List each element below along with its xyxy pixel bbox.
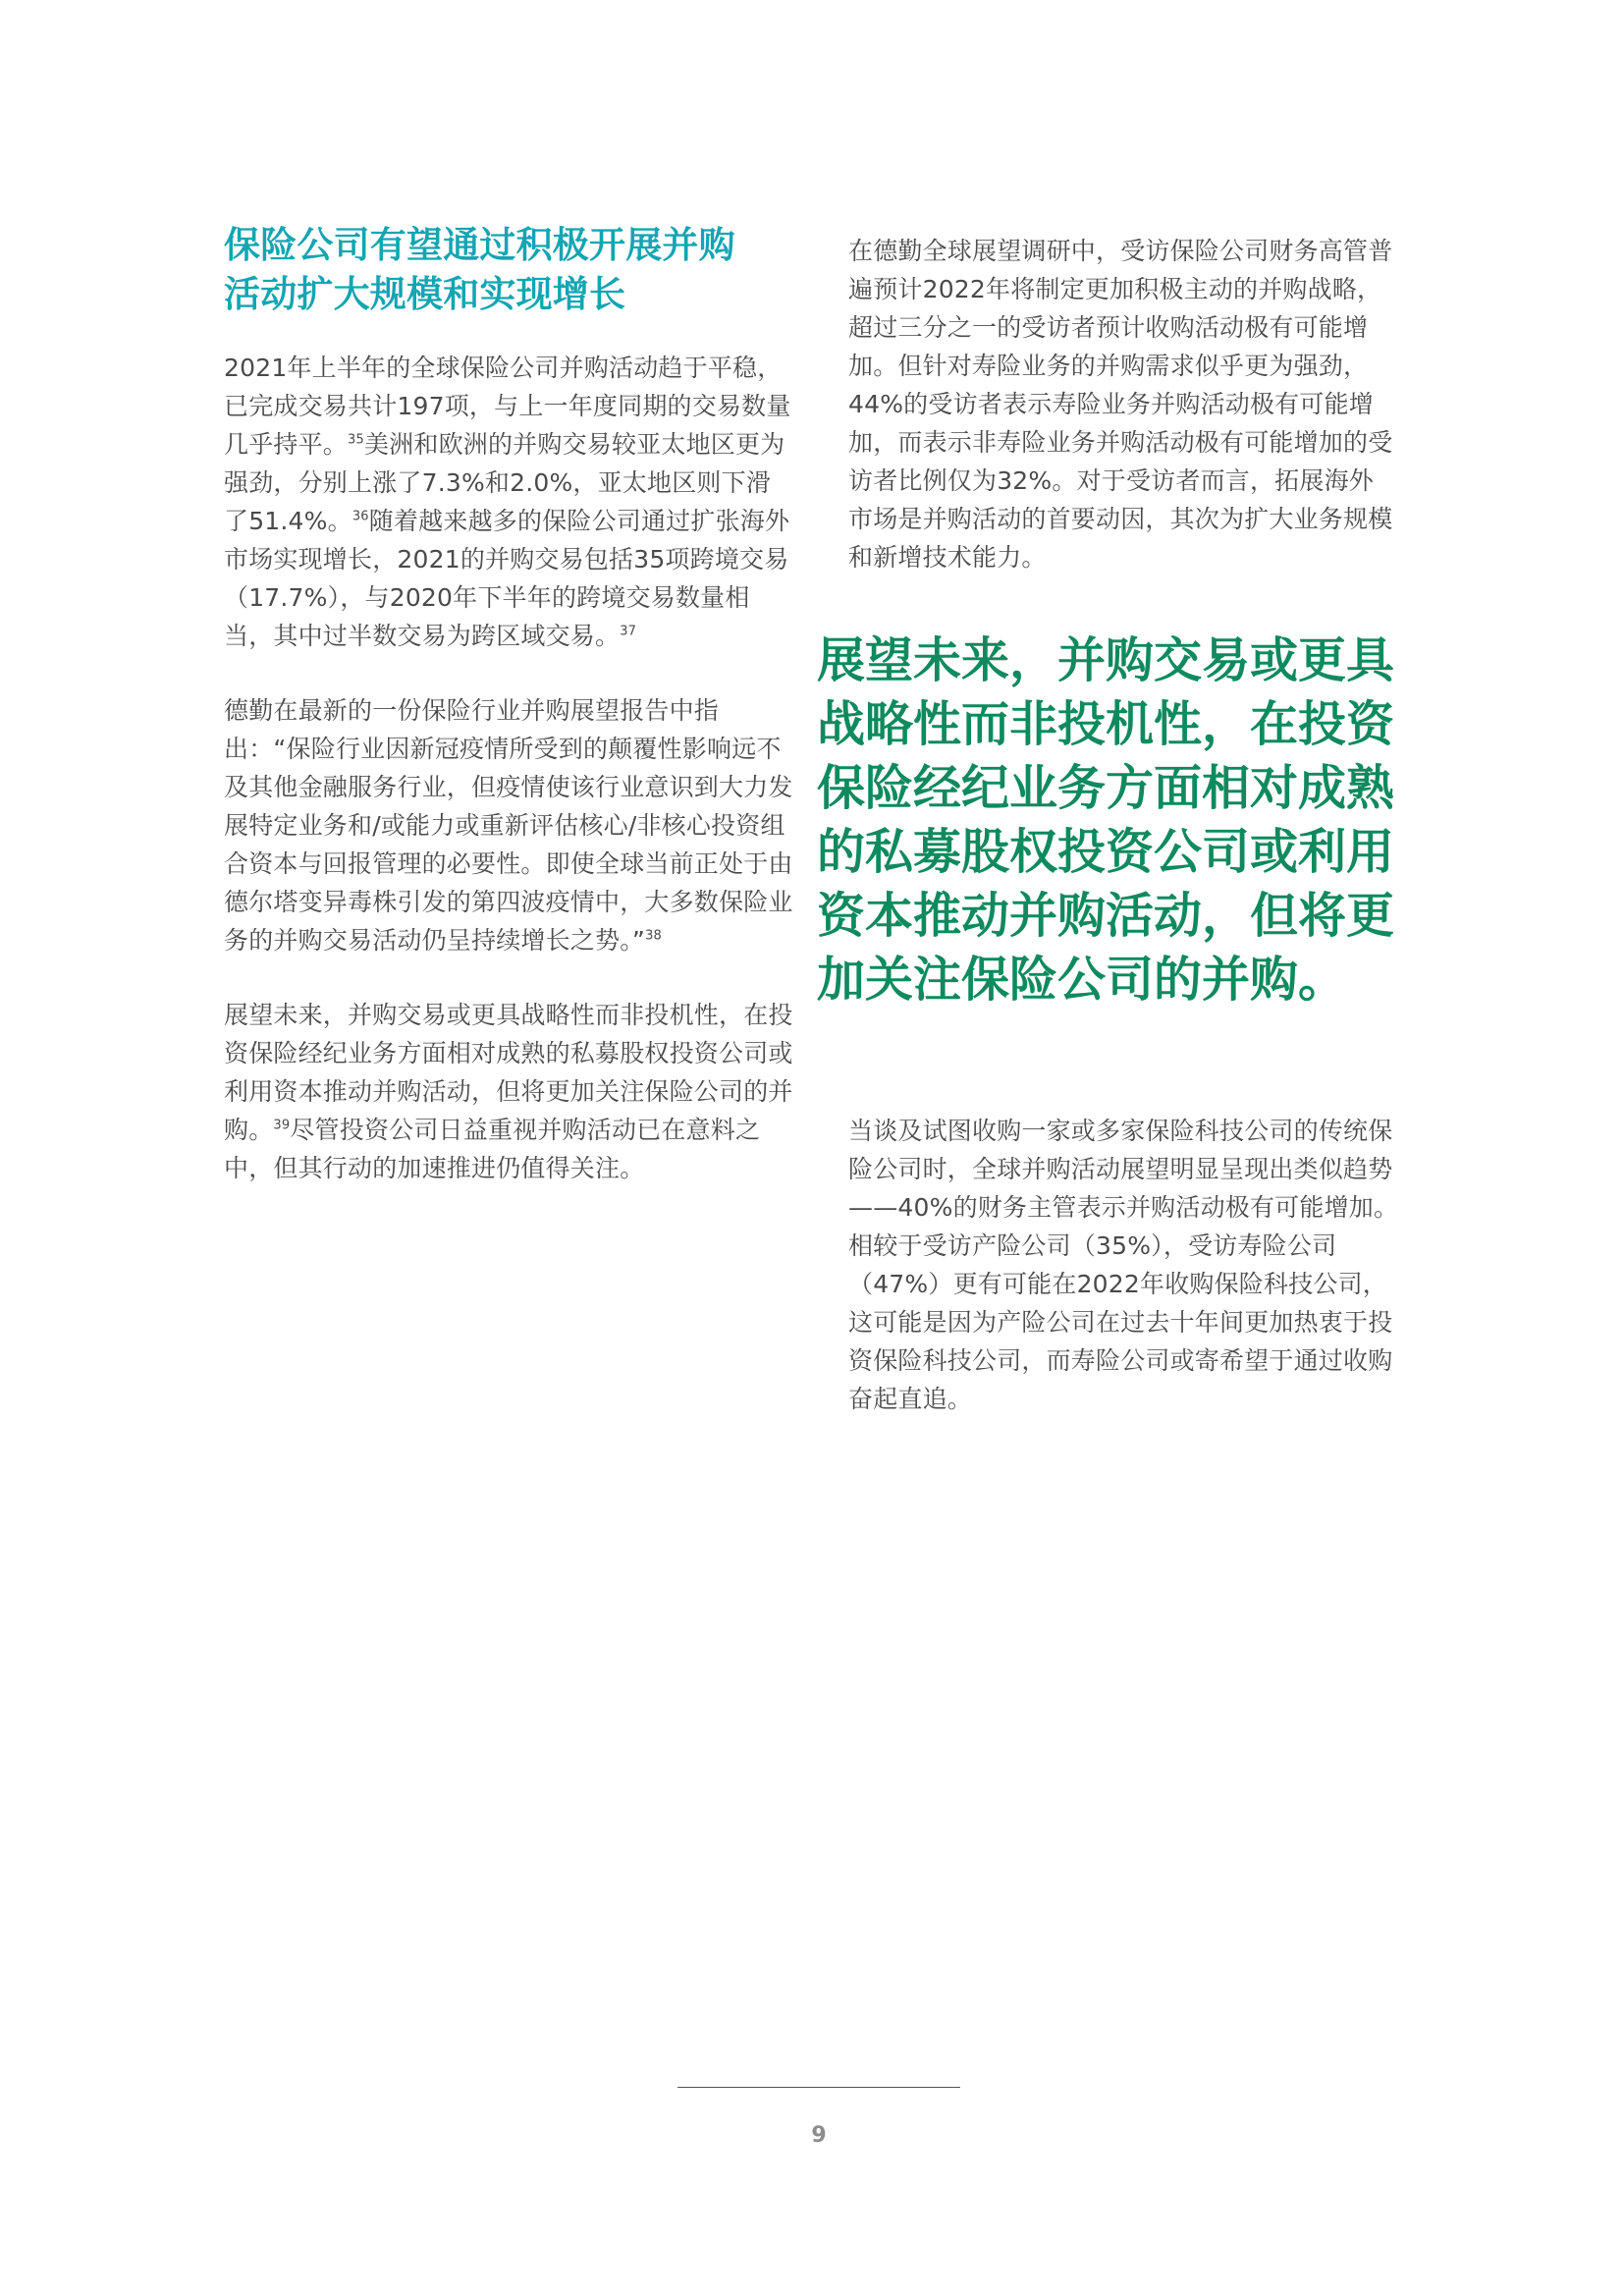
paragraph-text: 2021年上半年的全球保险公司并购活动趋于平稳，已完成交易共计197项，与上一年度同期的交易数量几乎持平。 bbox=[224, 354, 791, 459]
paragraph-outlook bbox=[224, 996, 793, 1187]
paragraph-insurtech: 当谈及试图收购一家或多家保险科技公司的传统保险公司时，全球并购活动展望明显呈现出类似趋势——40%的财务主管表示并购活动极有可能增加。相较于受访产险公司（35%），受访寿险公司（47%）更有可能在2022年收购保险科技公司，这可能是因为产险公司在过去十年间更加热衷于投资保险科技公司，而寿险公司或寄希望于通过收购奋起直追。 bbox=[848, 1117, 1399, 1413]
footnote-ref-39: 39 bbox=[273, 1118, 291, 1133]
paragraph-survey: 在德勤全球展望调研中，受访保险公司财务高管普遍预计2022年将制定更加积极主动的并购战略，超过三分之一的受访者预计收购活动极有可能增加。但针对寿险业务的并购需求似乎更为强劲，44%的受访者表示寿险业务并购活动极有可能增加，而表示非寿险业务并购活动极有可能增加的受访者比例仅为32%。对于受访者而言，拓展海外市场是并购活动的首要动因，其次为扩大业务规模和新增技术能力。 bbox=[848, 237, 1393, 572]
footnote-ref-38: 38 bbox=[645, 928, 663, 944]
footer-divider bbox=[677, 2087, 960, 2088]
right-column-bottom bbox=[848, 1112, 1408, 1418]
right-column-top bbox=[848, 232, 1398, 576]
section-heading-line-2: 活动扩大规模和实现增长 bbox=[224, 273, 626, 315]
paragraph-text: 尽管投资公司日益重视并购活动已在意料之中，但其行动的加速推进仍值得关注。 bbox=[224, 1116, 761, 1182]
page-number: 9 bbox=[811, 2123, 827, 2148]
section-heading-line-1: 保险公司有望通过积极开展并购 bbox=[224, 224, 735, 266]
footnote-ref-37: 37 bbox=[620, 624, 637, 639]
paragraph-ma-activity bbox=[224, 349, 793, 655]
footnote-ref-36: 36 bbox=[352, 509, 369, 524]
paragraph-deloitte-report bbox=[224, 691, 793, 959]
pull-quote: 展望未来，并购交易或更具战略性而非投机性，在投资保险经纪业务方面相对成熟的私募股权投资公司或利用资本推动并购活动，但将更加关注保险公司的并购。 bbox=[817, 632, 1395, 1008]
paragraph-text: 美洲和欧洲的并购交易较亚太地区更为强劲，分别上涨了7.3%和2.0%，亚太地区则下滑了51.4%。 bbox=[224, 430, 785, 535]
paragraph-text: 展望未来，并购交易或更具战略性而非投机性，在投资保险经纪业务方面相对成熟的私募股权投资公司或利用资本推动并购活动，但将更加关注保险公司的并购。 bbox=[224, 1001, 793, 1144]
paragraph-text: 随着越来越多的保险公司通过扩张海外市场实现增长，2021的并购交易包括35项跨境交易（17.7%），与2020年下半年的跨境交易数量相当，其中过半数交易为跨区域交易。 bbox=[224, 507, 790, 650]
left-column bbox=[224, 221, 793, 1187]
paragraph-text: 德勤在最新的一份保险行业并购展望报告中指出：“保险行业因新冠疫情所受到的颠覆性影响远不及其他金融服务行业，但疫情使该行业意识到大力发展特定业务和/或能力或重新评估核心/非核心投资组合资本与回报管理的必要性。即使全球当前正处于由德尔塔变异毒株引发的第四波疫情中，大多数保险业务的并购交易活动仍呈持续增长之势。” bbox=[224, 696, 793, 955]
footnote-ref-35: 35 bbox=[348, 432, 364, 448]
section-heading bbox=[224, 221, 793, 319]
